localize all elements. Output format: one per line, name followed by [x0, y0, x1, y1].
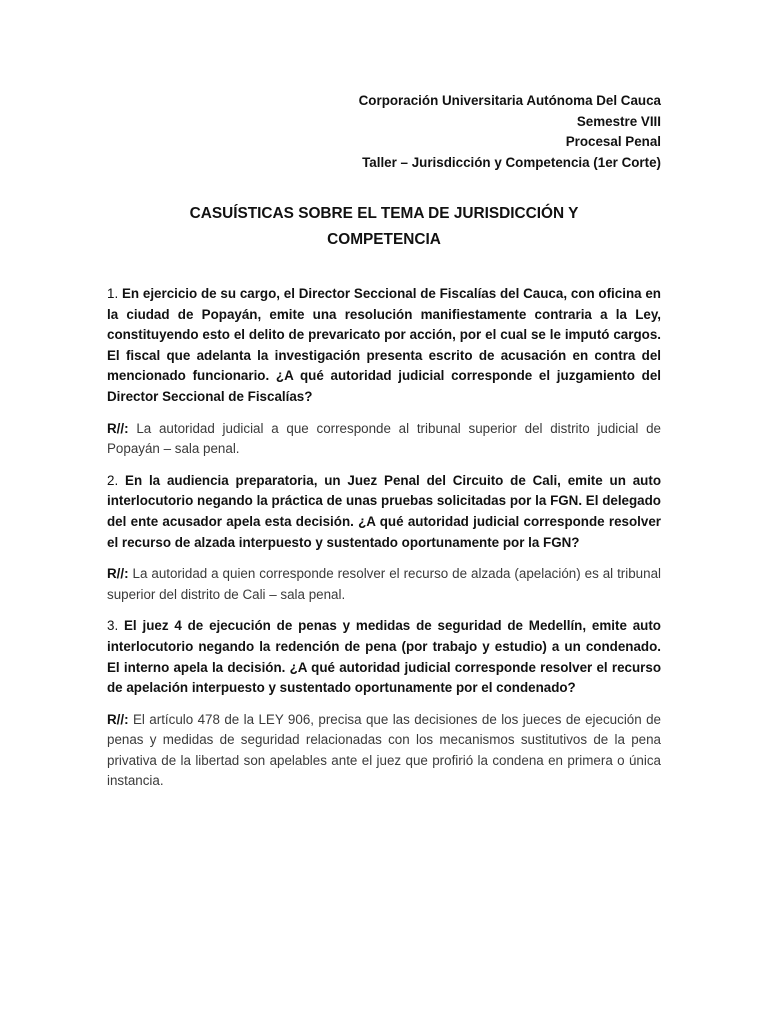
answer-1 [107, 419, 661, 460]
answer-label: R//: [107, 711, 129, 727]
title-line-2: COMPETENCIA [327, 231, 441, 248]
question-number: 2. [107, 472, 119, 488]
question-number: 1. [107, 286, 119, 301]
answer-label: R//: [107, 420, 129, 436]
header-institution: Corporación Universitaria Autónoma Del Cauca [358, 93, 661, 108]
question-text: En ejercicio de su cargo, el Director Seccional de Fiscalías del Cauca, con oficina en la ciudad de Popayán, emite una resolución manifiestamente contraria a la Ley, constituyendo esto el delito de prevaricato por acción, por el cual se le imputó cargos. El fiscal que adelanta la investigación presenta escrito de acusación en contra del mencionado funcionario. ¿A qué autoridad judicial corresponde el juzgamiento del Director Seccional de Fiscalías? [107, 286, 661, 404]
answer-3 [107, 710, 661, 792]
document-header [359, 91, 661, 173]
answer-2 [107, 564, 661, 605]
header-course: Procesal Penal [565, 134, 661, 149]
question-text: El juez 4 de ejecución de penas y medidas de seguridad de Medellín, emite auto interlocutorio negando la redención de pena (por trabajo y estudio) a un condenado. El interno apela la decisión. ¿A qué autoridad judicial corresponde resolver el recurso de apelación interpuesto y sustentado oportunamente por el condenado? [107, 618, 661, 696]
question-2 [107, 471, 661, 553]
title-line-1: CASUÍSTICAS SOBRE EL TEMA DE JURISDICCIÓN Y [189, 205, 579, 222]
answer-text: La autoridad a quien corresponde resolver el recurso de alzada (apelación) es al tribunal superior del distrito de Cali – sala penal. [107, 566, 661, 602]
answer-text: La autoridad judicial a que corresponde al tribunal superior del distrito judicial de Popayán – sala penal. [107, 420, 661, 457]
header-semester: Semestre VIII [576, 113, 661, 129]
document-title [146, 201, 622, 253]
answer-label: R//: [107, 566, 129, 582]
header-assignment: Taller – Jurisdicción y Competencia (1er Corte) [362, 154, 661, 170]
question-3 [107, 616, 661, 698]
document-body [107, 284, 661, 803]
question-text: En la audiencia preparatoria, un Juez Penal del Circuito de Cali, emite un auto interlocutorio negando la práctica de unas pruebas solicitadas por la FGN. El delegado del ente acusador apela esta decisión. ¿A qué autoridad judicial corresponde resolver el recurso de alzada interpuesto y sustentado oportunamente por la FGN? [107, 472, 661, 550]
question-number: 3. [107, 618, 119, 634]
answer-text: El artículo 478 de la LEY 906, precisa que las decisiones de los jueces de ejecución de penas y medidas de seguridad relacionadas con los mecanismos sustitutivos de la pena privativa de la libertad son apelables ante el juez que profirió la condena en primera o única instancia. [107, 711, 661, 789]
question-1 [107, 284, 661, 408]
